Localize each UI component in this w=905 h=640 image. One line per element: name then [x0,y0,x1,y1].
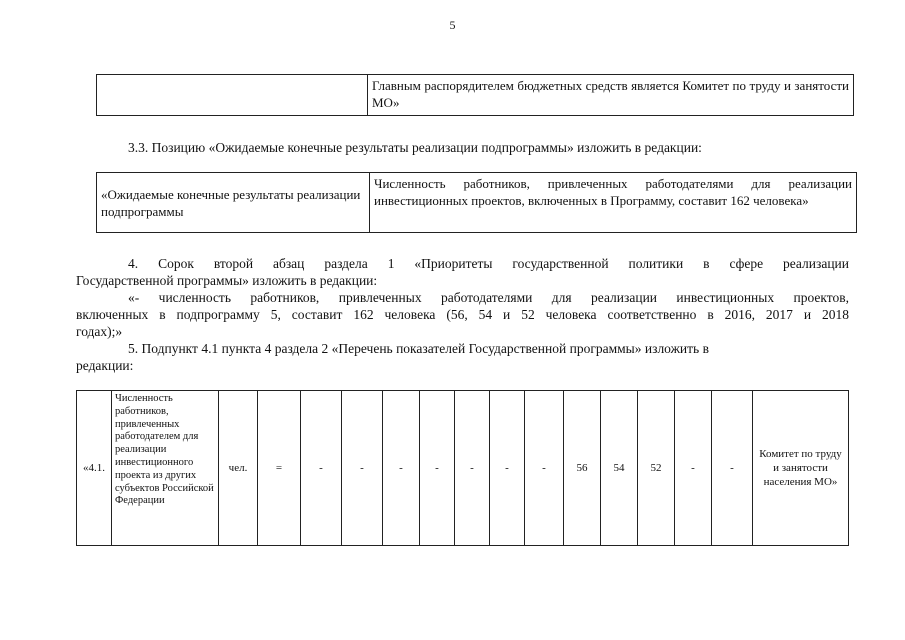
indicator-number: «4.1. [77,391,112,546]
indicator-unit: чел. [219,391,258,546]
indicator-name: Численность работников, привлеченных работодателем для реализации инвестиционного проекта из других субъектов Российской Федерации [112,391,219,546]
paragraph-5 [76,340,849,374]
value-cell: 54 [601,391,638,546]
table-indicator-4-1 [76,390,849,546]
indicator-sign: = [258,391,301,546]
table-row [77,391,849,546]
paragraph-4-line-2: Государственной программы» изложить в редакции: [76,273,378,288]
value-cell: - [301,391,342,546]
paragraph-4-line-5: годах);» [76,324,123,339]
table2-right-cell: Численность работников, привлеченных работодателями для реализации инвестиционных проектов, включенных в Программу, составит 162 человека» [370,173,857,233]
paragraph-5-line-2: редакции: [76,358,134,373]
value-cell: - [420,391,455,546]
value-cell: - [525,391,564,546]
table2-left-cell: «Ожидаемые конечные результаты реализации подпрограммы [97,173,370,233]
paragraph-3-3: 3.3. Позицию «Ожидаемые конечные результаты реализации подпрограммы» изложить в редакции: [128,140,702,155]
value-cell: - [342,391,383,546]
paragraph-4 [76,255,849,340]
value-cell: - [383,391,420,546]
paragraph-5-line-1: 5. Подпункт 4.1 пункта 4 раздела 2 «Перечень показателей Государственной программы» изложить в [128,341,709,356]
table-expected-results [96,172,857,233]
value-cell: 52 [638,391,675,546]
paragraph-4-line-4: включенных в подпрограмму 5, составит 162 человека (56, 54 и 52 человека соответственно в 2016, 2017 и 2018 [76,307,849,322]
value-cell: - [455,391,490,546]
table-budget-manager [96,74,854,116]
indicator-executor: Комитет по труду и занятости населения МО» [753,391,849,546]
table1-right-cell: Главным распорядителем бюджетных средств является Комитет по труду и занятости МО» [368,75,854,116]
value-cell: - [712,391,753,546]
page-number: 5 [449,18,456,32]
value-cell: - [490,391,525,546]
value-cell: - [675,391,712,546]
paragraph-4-line-1: 4. Сорок второй абзац раздела 1 «Приоритеты государственной политики в сфере реализации [128,256,849,271]
paragraph-4-line-3: «- численность работников, привлеченных работодателями для реализации инвестиционных проектов, [128,290,849,305]
table1-left-cell [97,75,368,116]
value-cell: 56 [564,391,601,546]
